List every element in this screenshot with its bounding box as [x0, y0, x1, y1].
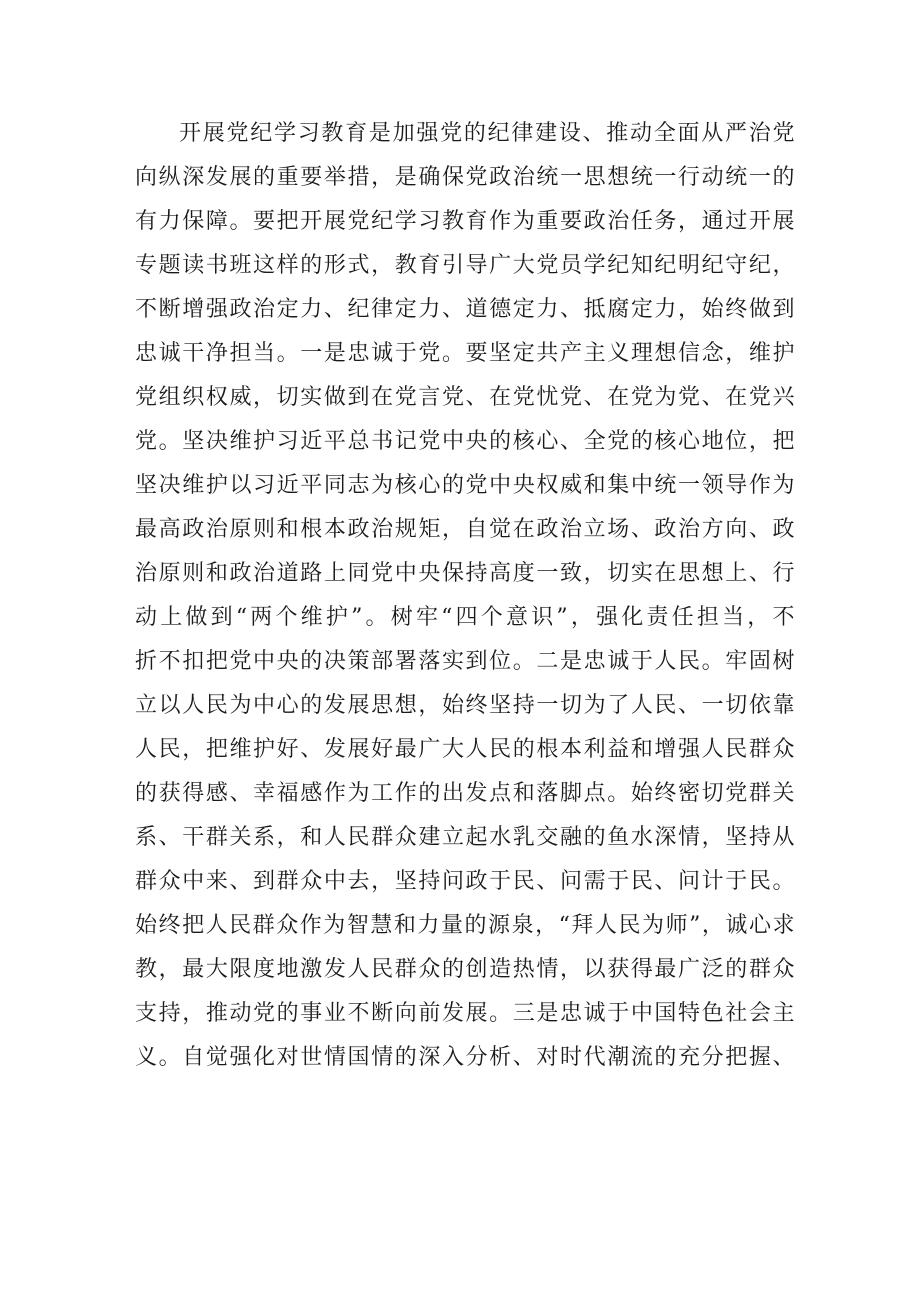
- paragraph-line: 治原则和政治道路上同党中央保持高度一致，切实在思想上、行: [135, 561, 795, 586]
- paragraph-line: 支持，推动党的事业不断向前发展。三是忠诚于中国特色社会主: [135, 1001, 795, 1026]
- paragraph-line: 教，最大限度地激发人民群众的创造热情，以获得最广泛的群众: [135, 957, 795, 982]
- paragraph-line: 坚决维护以习近平同志为核心的党中央权威和集中统一领导作为: [135, 473, 795, 498]
- paragraph-line: 向纵深发展的重要举措，是确保党政治统一思想统一行动统一的: [135, 165, 795, 190]
- paragraph-line: 党。坚决维护习近平总书记党中央的核心、全党的核心地位，把: [135, 429, 795, 454]
- paragraph-line: 有力保障。要把开展党纪学习教育作为重要政治任务，通过开展: [135, 209, 795, 234]
- body-paragraph: [135, 112, 795, 1080]
- paragraph-line: 的获得感、幸福感作为工作的出发点和落脚点。始终密切党群关: [135, 781, 795, 806]
- paragraph-line: 最高政治原则和根本政治规矩，自觉在政治立场、政治方向、政: [135, 517, 795, 542]
- paragraph-line: 专题读书班这样的形式，教育引导广大党员学纪知纪明纪守纪，: [135, 253, 795, 278]
- paragraph-line: 动上做到“两个维护”。树牢“四个意识”，强化责任担当，不: [135, 605, 795, 630]
- paragraph-line: 义。自觉强化对世情国情的深入分析、对时代潮流的充分把握、: [135, 1045, 795, 1070]
- paragraph-line: 始终把人民群众作为智慧和力量的源泉，“拜人民为师”，诚心求: [135, 913, 795, 938]
- paragraph-line: 系、干群关系，和人民群众建立起水乳交融的鱼水深情，坚持从: [135, 825, 795, 850]
- paragraph-line: 开展党纪学习教育是加强党的纪律建设、推动全面从严治党: [179, 121, 795, 146]
- paragraph-line: 立以人民为中心的发展思想，始终坚持一切为了人民、一切依靠: [135, 693, 795, 718]
- paragraph-line: 不断增强政治定力、纪律定力、道德定力、抵腐定力，始终做到: [135, 297, 795, 322]
- paragraph-line: 人民，把维护好、发展好最广大人民的根本利益和增强人民群众: [135, 737, 795, 762]
- paragraph-line: 忠诚干净担当。一是忠诚于党。要坚定共产主义理想信念，维护: [135, 341, 795, 366]
- paragraph-line: 群众中来、到群众中去，坚持问政于民、问需于民、问计于民。: [135, 869, 795, 894]
- paragraph-line: 党组织权威，切实做到在党言党、在党忧党、在党为党、在党兴: [135, 385, 795, 410]
- paragraph-line: 折不扣把党中央的决策部署落实到位。二是忠诚于人民。牢固树: [135, 649, 795, 674]
